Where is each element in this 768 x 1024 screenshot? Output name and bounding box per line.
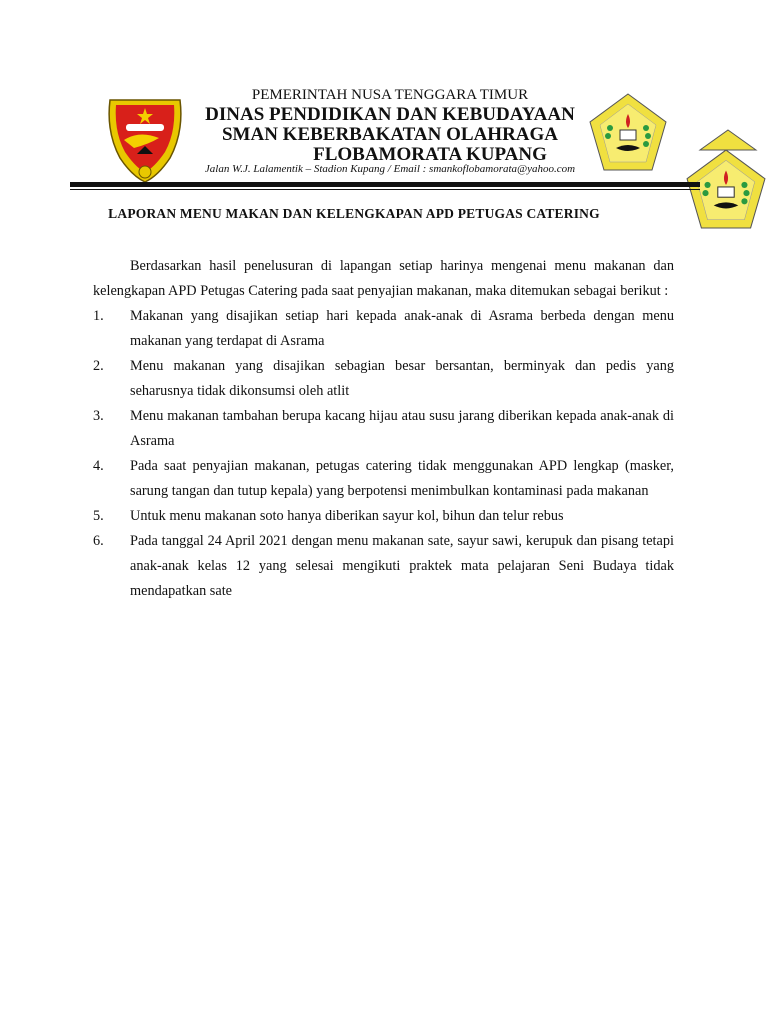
- list-item-text: Pada saat penyajian makanan, petugas catering tidak menggunakan APD lengkap (masker, sarung tangan dan tutup kepala) yang berpotensi menimbulkan kontaminasi pada makanan: [130, 458, 674, 499]
- list-item-text: Makanan yang disajikan setiap hari kepada anak-anak di Asrama berbeda dengan menu makanan yang terdapat di Asrama: [130, 308, 674, 349]
- list-item: [93, 304, 674, 354]
- list-item-number: 3.: [93, 408, 104, 424]
- letterhead-government: PEMERINTAH NUSA TENGGARA TIMUR: [251, 87, 529, 103]
- letterhead-school-line1: SMAN KEBERBAKATAN OLAHRAGA: [221, 124, 559, 145]
- document-title: [0, 206, 768, 222]
- letterhead-school-line2: FLOBAMORATA KUPANG: [313, 144, 547, 165]
- list-item-number: 2.: [93, 358, 104, 374]
- list-item-number: 1.: [93, 308, 104, 324]
- document-body: [93, 254, 674, 604]
- list-item: [93, 504, 674, 529]
- list-item-text: Menu makanan yang disajikan sebagian besar bersantan, berminyak dan pedis yang seharusnya tidak dikonsumsi oleh atlit: [130, 358, 674, 399]
- list-item: [93, 454, 674, 504]
- list-item: [93, 354, 674, 404]
- list-item-text: Menu makanan tambahan berupa kacang hijau atau susu jarang diberikan kepada anak-anak di Asrama: [130, 408, 674, 449]
- findings-list: [93, 304, 674, 604]
- letterhead-department: DINAS PENDIDIKAN DAN KEBUDAYAAN: [205, 104, 575, 125]
- list-item: [93, 404, 674, 454]
- letterhead-address: Jalan W.J. Lalamentik – Stadion Kupang / Email : smankoflobamorata@yahoo.com: [204, 163, 576, 175]
- list-item: [93, 529, 674, 604]
- province-emblem-logo: [104, 92, 186, 184]
- list-item-number: 6.: [93, 533, 104, 549]
- list-item-text: Untuk menu makanan soto hanya diberikan sayur kol, bihun dan telur rebus: [130, 508, 564, 524]
- list-item-number: 4.: [93, 458, 104, 474]
- list-item-text: Pada tanggal 24 April 2021 dengan menu makanan sate, sayur sawi, kerupuk dan pisang tetapi anak-anak kelas 12 yang selesai mengikuti praktek mata pelajaran Seni Budaya tidak mendapatkan sate: [130, 533, 674, 599]
- list-item-number: 5.: [93, 508, 104, 524]
- letterhead-divider-thick: [70, 182, 700, 187]
- letterhead-divider-thin: [70, 189, 700, 190]
- intro-paragraph: Berdasarkan hasil penelusuran di lapangan setiap harinya mengenai menu makanan dan kelengkapan APD Petugas Catering pada saat penyajian makanan, maka ditemukan sebagai berikut :: [93, 258, 674, 299]
- document-title-text: LAPORAN MENU MAKAN DAN KELENGKAPAN APD PETUGAS CATERING: [108, 206, 600, 221]
